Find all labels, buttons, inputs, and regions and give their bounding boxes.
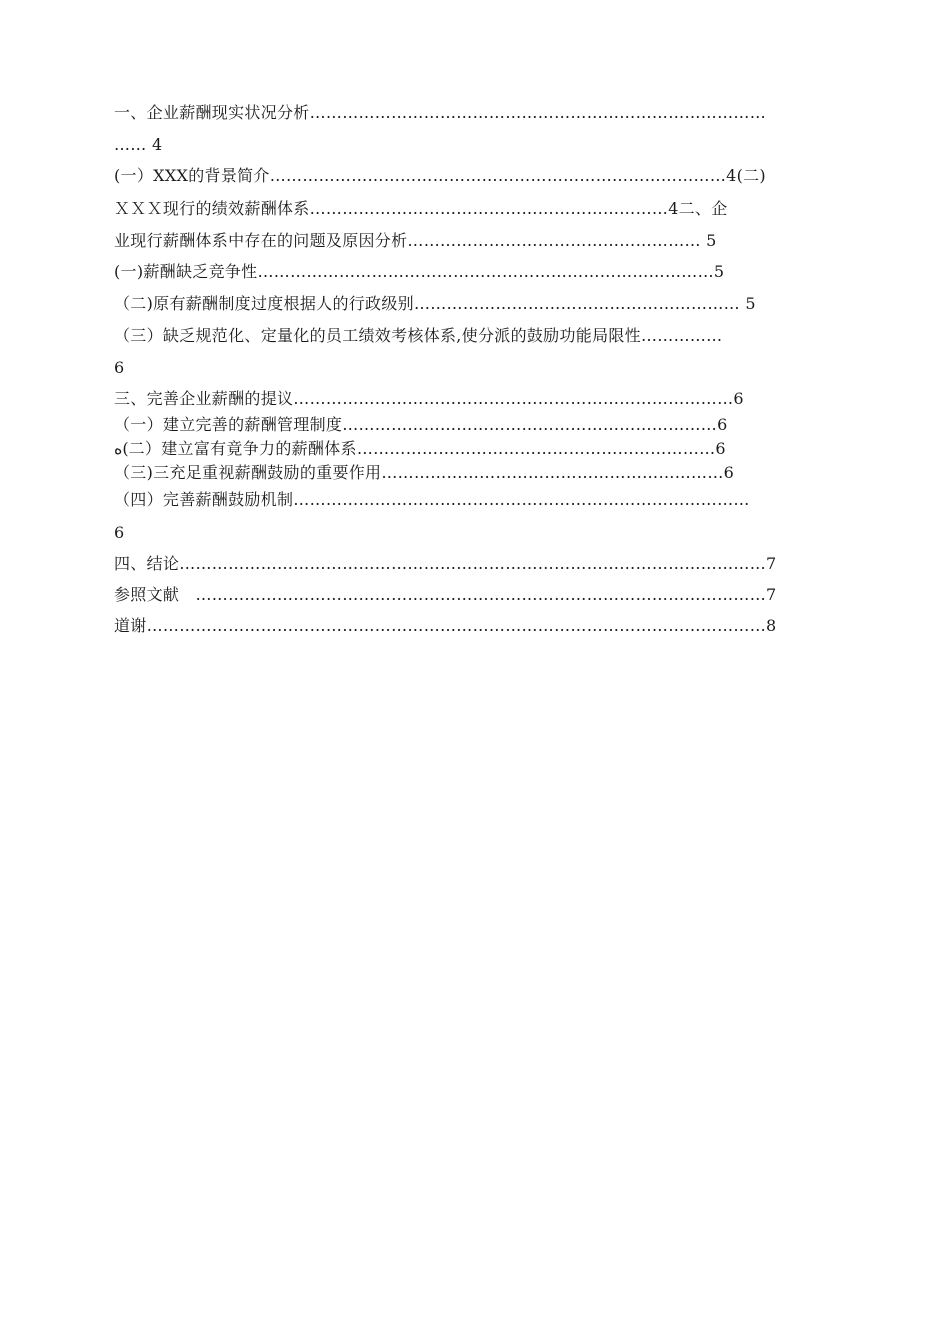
toc-line-3: (一）XXX的背景简介…………………………………………………………………………4(二) xyxy=(114,166,766,185)
toc-line-15: 6 xyxy=(114,523,125,542)
toc-line-1: 一、企业薪酬现实状况分析………………………………………………………………………… xyxy=(114,103,766,122)
toc-line-10: 三、完善企业薪酬的提议………………………………………………………………………6 xyxy=(114,389,744,408)
toc-line-11: （一）建立完善的薪酬管理制度……………………………………………………………6 xyxy=(114,415,728,434)
toc-line-16: 四、结论………………………………………………………………………………………………7 xyxy=(114,554,777,573)
toc-line-17: 参照文献 ……………………………………………………………………………………………7 xyxy=(114,585,777,604)
toc-line-13: （三)三充足重视薪酬鼓励的重要作用………………………………………………………6 xyxy=(114,463,735,482)
toc-line-12: ﻩ(二）建立富有竟争力的薪酬体系…………………………………………………………6 xyxy=(114,439,726,458)
toc-line-4: ＸＸＸ现行的绩效薪酬体系…………………………………………………………4二、企 xyxy=(114,199,728,218)
toc-line-8: （三）缺乏规范化、定量化的员工绩效考核体系,使分派的鼓励功能局限性…………… xyxy=(114,326,723,345)
toc-line-5: 业现行薪酬体系中存在的问题及原因分析……………………………………………… 5 xyxy=(114,231,717,250)
toc-line-14: （四）完善薪酬鼓励机制………………………………………………………………………… xyxy=(114,490,750,509)
toc-line-9: 6 xyxy=(114,358,125,377)
toc-line-7: （二)原有薪酬制度过度根据人的行政级别…………………………………………………… 5 xyxy=(114,294,756,313)
toc-line-18: 道谢……………………………………………………………………………………………………8 xyxy=(114,616,777,635)
toc-line-2: …… 4 xyxy=(114,135,163,154)
toc-line-6: (一)薪酬缺乏竞争性…………………………………………………………………………5 xyxy=(114,262,725,281)
